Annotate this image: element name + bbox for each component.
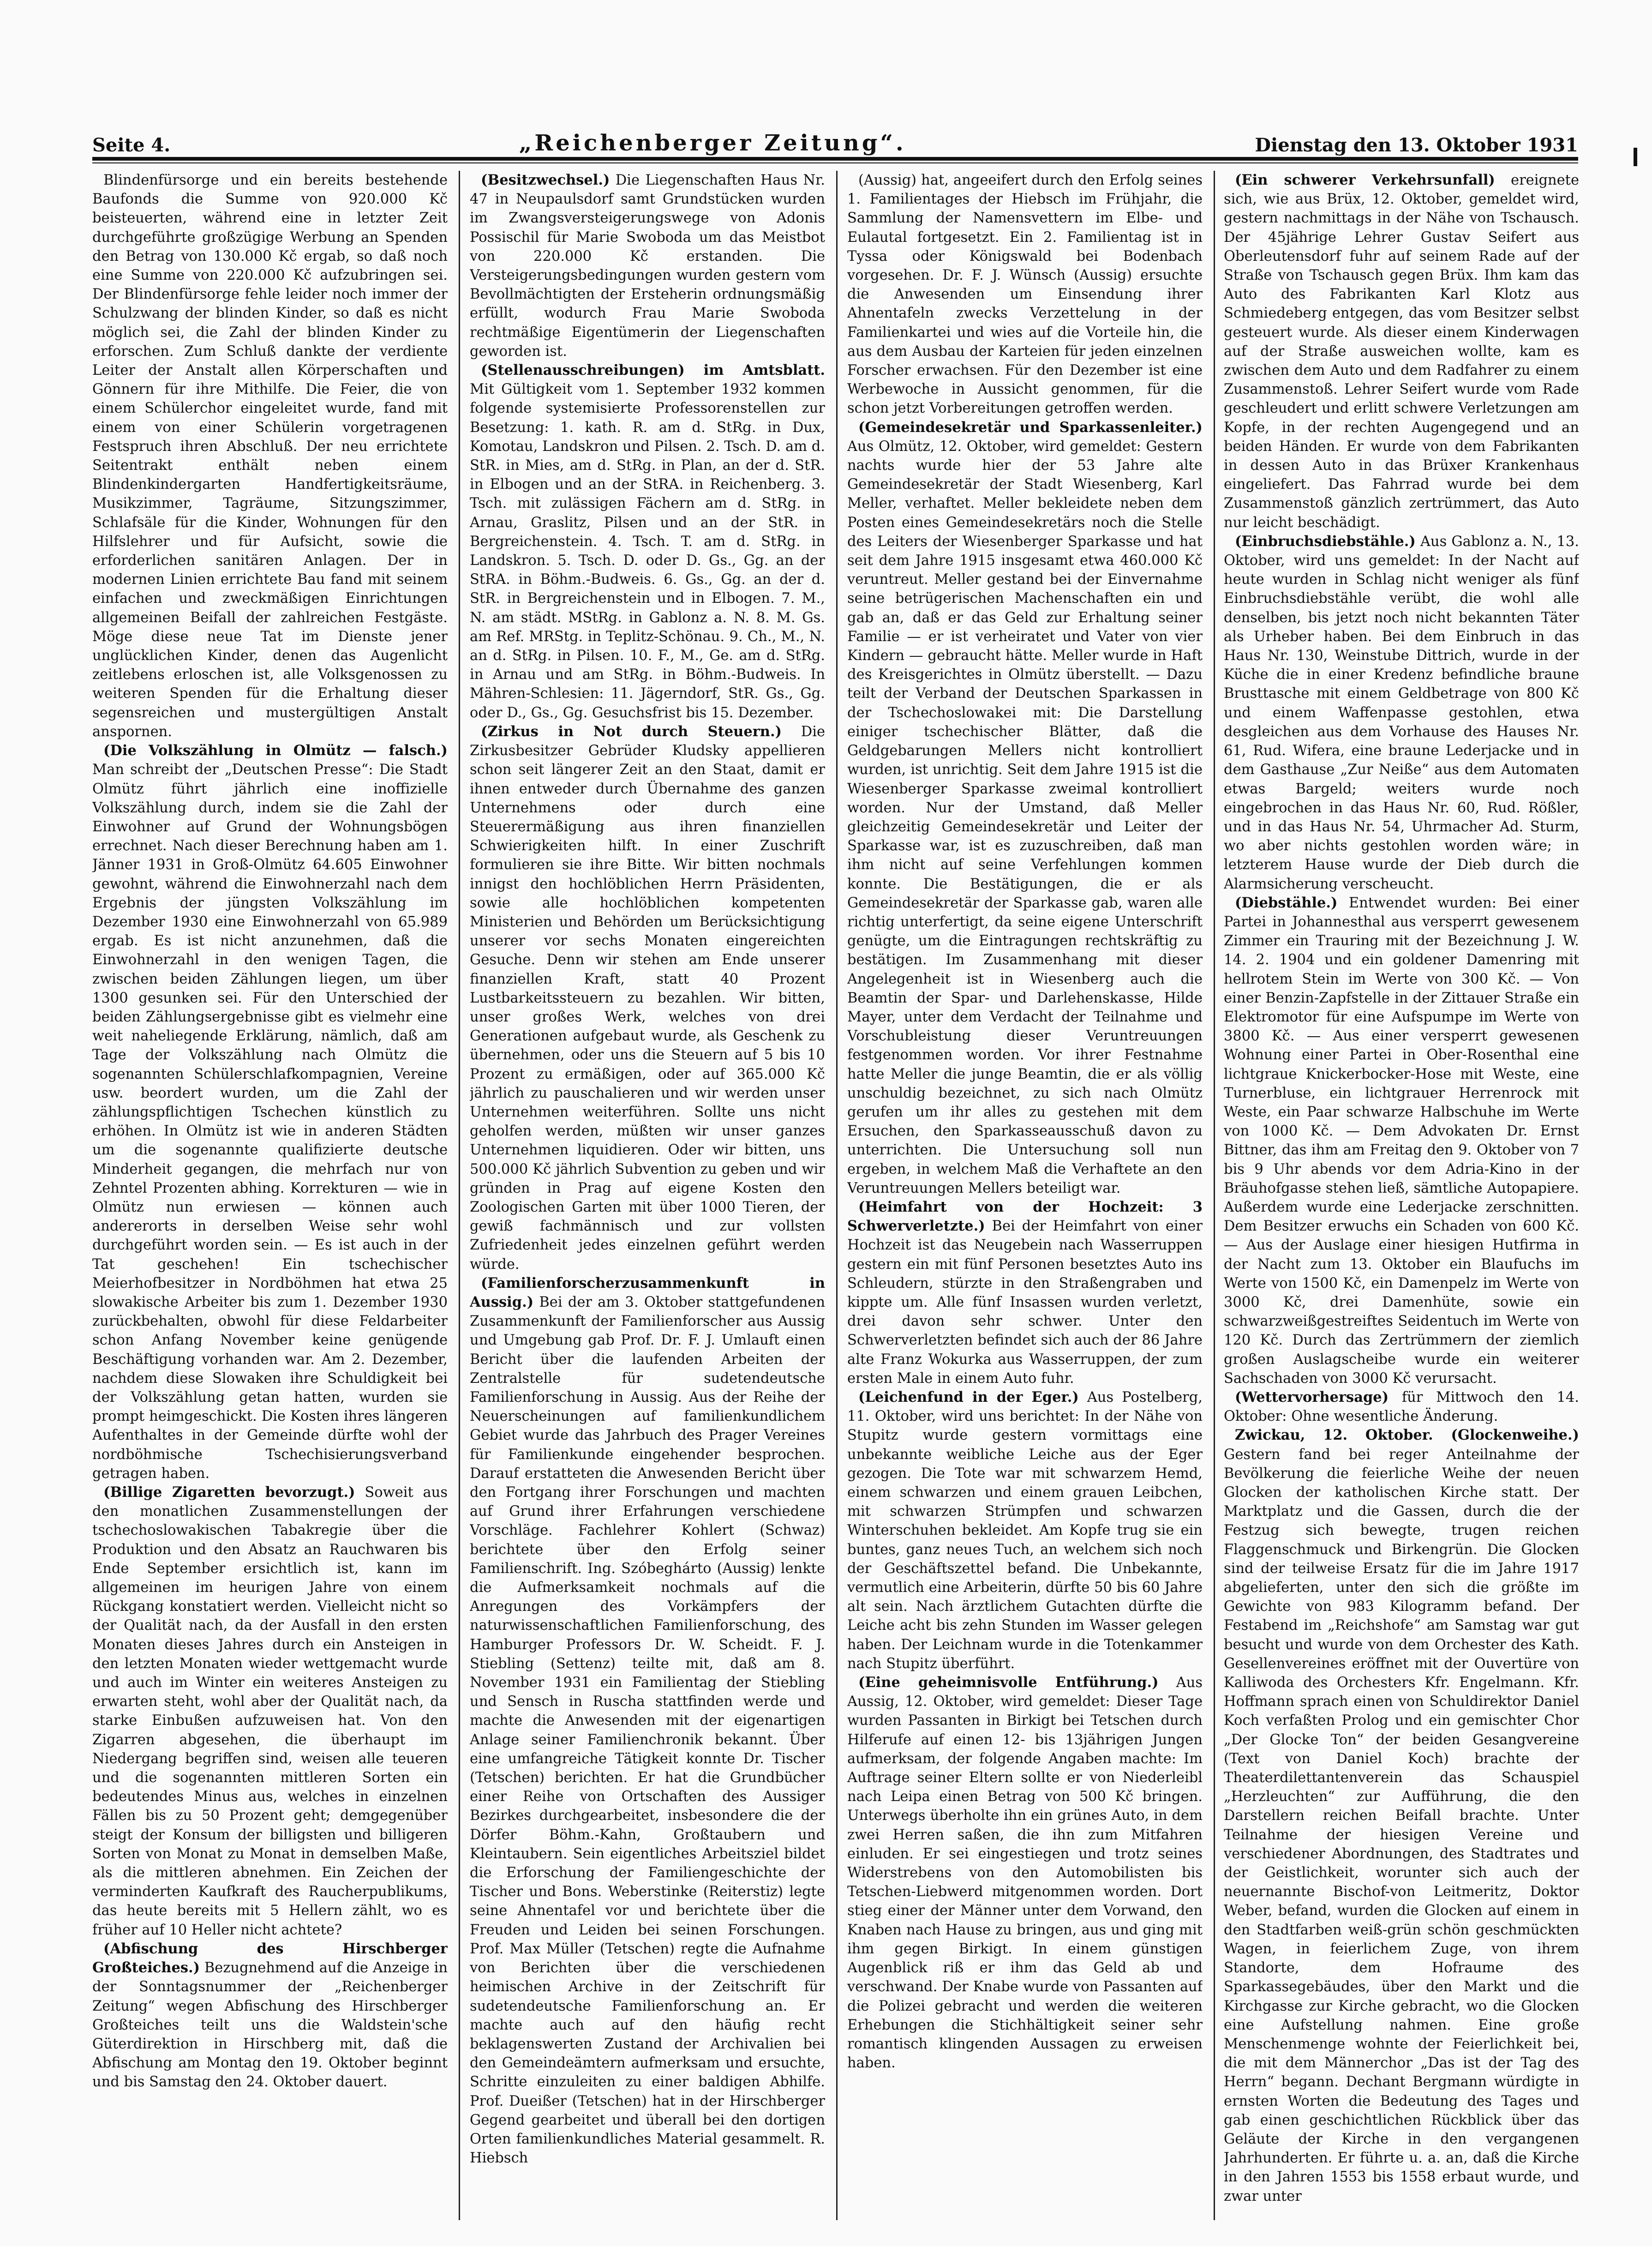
article-paragraph <box>1224 171 1579 532</box>
article-paragraph <box>1224 532 1579 894</box>
header-rule <box>92 157 1578 161</box>
article-paragraph <box>92 1483 448 1940</box>
article-paragraph <box>470 171 825 361</box>
column-2 <box>470 171 825 2220</box>
edge-mark <box>1634 148 1637 166</box>
article-paragraph <box>92 1940 448 2092</box>
article-heading: (Diebstähle.) <box>1235 894 1338 911</box>
column-3 <box>847 171 1203 2220</box>
article-paragraph <box>92 741 448 1483</box>
header-rule-thin <box>92 162 1578 163</box>
article-paragraph <box>470 722 825 1274</box>
article-text: ereignete sich, wie aus Brüx, 12. Oktober, gemeldet wird, gestern nachmittags in der Nähe von Tschausch. Der 45jährige Lehrer Gustav Seifert aus Oberleutensdorf fuhr auf seinem Rade auf der Straße von Tschausch gegen Brüx. Ihm kam das Auto des Fabrikanten Karl Klotz aus Schmiedeberg entgegen, das vom Besitzer selbst gesteuert wurde. Als dieser einem Kinderwagen auf der Straße ausweichen wollte, kam es zwischen dem Auto und dem Radfahrer zu einem Zusammenstoß. Lehrer Seifert wurde vom Rade geschleudert und erlitt schwere Verletzungen am Kopfe, in der rechten Augengegend und an beiden Händen. Er wurde von dem Fabrikanten in dessen Auto in das Brüxer Krankenhaus eingeliefert. Das Fahrrad wurde bei dem Zusammenstoß gänzlich zertrümmert, das Auto nur leicht beschädigt. <box>1224 172 1579 531</box>
column-divider-3 <box>1214 171 1215 2220</box>
article-heading: (Wettervorhersage) <box>1235 1389 1389 1405</box>
page-number: Seite 4. <box>92 134 171 156</box>
article-text: Bezugnehmend auf die Anzeige in der Sonntagsnummer der „Reichenberger Zeitung“ wegen Abfischung des Hirschberger Großteiches teilt uns die Waldstein'sche Güterdirektion in Hirschberg mit, daß die Abfischung am Montag den 19. Oktober beginnt und bis Samstag den 24. Oktober dauert. <box>92 1960 448 2090</box>
article-text: Die Zirkusbesitzer Gebrüder Kludsky appellieren schon seit längerer Zeit an den Staat, damit er ihnen entweder durch Übernahme des ganzen Unternehmens oder durch eine Steuerermäßigung aus ihren finanziellen Schwierigkeiten hilft. In einer Zuschrift formulieren sie ihre Bitte. Wir bitten nochmals innigst den hochlöblichen Herrn Präsidenten, sowie alle hochlöblichen kompetenten Ministerien und Behörden um Berücksichtigung unserer vor sechs Monaten eingereichten Gesuche. Denn wir stehen am Ende unserer finanziellen Kraft, statt 40 Prozent Lustbarkeitssteuern zu bezahlen. Wir bitten, unser großes Werk, welches von drei Generationen aufgebaut wurde, als Geschenk zu übernehmen, oder uns die Steuern auf 5 bis 10 Prozent zu ermäßigen, oder auf 365.000 Kč jährlich zu pauschalieren und wir werden unser Unternehmen weiterführen. Sollte uns nicht geholfen werden, müßten wir unser ganzes Unternehmen liquidieren. Oder wir bitten, uns 500.000 Kč jährlich Subvention zu geben und wir gründen in Prag auf eigene Kosten den Zoologischen Garten mit über 1000 Tieren, der gewiß fachmännisch und zur vollsten Zufriedenheit jedes einzelnen geführt werden würde. <box>470 723 825 1273</box>
column-1 <box>92 171 448 2220</box>
article-paragraph <box>847 1673 1203 2072</box>
article-text: Aus Olmütz, 12. Oktober, wird gemeldet: Gestern nachts wurde hier der 53 Jahre alte Gemeindesekretär der Stadt Wiesenberg, Karl Meller, verhaftet. Meller bekleidete neben dem Posten eines Gemeindesekretärs noch die Stelle des Leiters der Wiesenberger Sparkasse und hat seit dem Jahre 1915 insgesamt etwa 460.000 Kč veruntreut. Meller gestand bei der Einvernahme seine betrügerischen Machenschaften ein und gab an, daß er das Geld zur Erhaltung seiner Familie — er ist verheiratet und Vater von vier Kindern — gebraucht hätte. Meller wurde in Haft des Kreisgerichtes in Olmütz überstellt. — Dazu teilt der Verband der Deutschen Sparkassen in der Tschechoslowakei mit: Die Darstellung einiger tschechischer Blätter, daß die Geldgebarungen Mellers nicht kontrolliert wurden, ist unrichtig. Seit dem Jahre 1915 ist die Wiesenberger Sparkasse zweimal kontrolliert worden. Nur der Umstand, daß Meller gleichzeitig Gemeindesekretär und Leiter der Sparkasse war, ist es zuzuschreiben, daß man ihm nicht auf seine Verfehlungen kommen konnte. Die Bestätigungen, die er als Gemeindesekretär der Sparkasse gab, waren alle richtig unterfertigt, da seine eigene Unterschrift genügte, um die Eintragungen rechtskräftig zu bestätigen. Im Zusammenhang mit dieser Angelegenheit ist in Wiesenberg auch die Beamtin der Spar- und Darlehenskasse, Hilde Mayer, unter dem Verdacht der Teilnahme und Vorschubleistung dieser Veruntreuungen festgenommen worden. Vor ihrer Festnahme hatte Meller die junge Beamtin, die er als völlig unschuldig bezeichnet, zu sich nach Olmütz gerufen um ihr alles zu gestehen mit dem Ersuchen, den Sparkasseausschuß davon zu unterrichten. Die Untersuchung soll nun ergeben, in welchem Maß die Verhaftete an den Veruntreuungen Mellers beteiligt war. <box>847 438 1203 1196</box>
article-text: Entwendet wurden: Bei einer Partei in Johannesthal aus versperrt gewesenem Zimmer ein Trauring mit der Bezeichnung J. W. 14. 2. 1904 und ein goldener Damenring mit hellrotem Stein im Werte von 300 Kč. — Von einer Benzin-Zapfstelle in der Zittauer Straße ein Elektromotor für eine Aufspumpe im Werte von 3800 Kč. — Aus einer versperrt gewesenen Wohnung einer Partei in Ober-Rosenthal eine lichtgraue Knickerbocker-Hose mit Weste, eine Turnerbluse, ein lichtgrauer Herrenrock mit Weste, ein Paar schwarze Halbschuhe im Werte von 1000 Kč. — Dem Advokaten Dr. Ernst Bittner, das ihm am Freitag den 9. Oktober von 7 bis 9 Uhr abends vor dem Adria-Kino in der Bräuhofgasse stehen ließ, sämtliche Autopapiere. Außerdem wurde eine Lederjacke zerschnitten. Dem Besitzer erwuchs ein Schaden von 600 Kč. — Aus der Auslage einer hiesigen Hutfirma in der Nacht zum 13. Oktober ein Blaufuchs im Werte von 1500 Kč, ein Damenpelz im Werte von 3000 Kč, drei Damenhüte, sowie ein schwarzweißgestreiftes Seidentuch im Werte von 120 Kč. Durch das Zertrümmern der ziemlich großen Auslagscheibe wurde ein weiterer Sachschaden von 3000 Kč verursacht. <box>1224 895 1579 1387</box>
article-paragraph <box>847 1198 1203 1388</box>
article-columns <box>92 171 1578 2220</box>
column-divider-1 <box>459 171 460 2220</box>
article-text: Die Liegenschaften Haus Nr. 47 in Neupaulsdorf samt Grundstücken wurden im Zwangsversteigerungswege von Adonis Possischil für Marie Swoboda um das Meistbot von 220.000 Kč erstanden. Die Versteigerungsbedingungen wurden gestern vom Bevollmächtigten der Ersteherin ordnungsmäßig erfüllt, wodurch Frau Marie Swoboda rechtmäßige Eigentümerin der Liegenschaften geworden ist. <box>470 172 825 360</box>
article-heading: (Abfischung des Hirschberger Großteiches.) <box>92 1940 448 1976</box>
article-paragraph <box>847 1388 1203 1673</box>
article-text: Blindenfürsorge und ein bereits bestehende Baufonds die Summe von 920.000 Kč beisteuerten, während eine in letzter Zeit durchgeführte großzügige Werbung an Spenden den Betrag von 130.000 Kč ergab, so daß noch eine Summe von 220.000 Kč aufzubringen sei. Der Blindenfürsorge fehle leider noch immer der Schulzwang der blinden Kinder, so daß es nicht möglich sei, die Zahl der blinden Kinder zu erforschen. Zum Schluß dankte der verdiente Leiter der Anstalt allen Körperschaften und Gönnern für ihre Mithilfe. Die Feier, die von einem Schülerchor eingeleitet wurde, fand mit einem von einer Schülerin vorgetragenen Festspruch ihren Abschluß. Der neu errichtete Seitentrakt enthält neben einem Blindenkindergarten Handfertigkeitsräume, Musikzimmer, Tagräume, Sitzungszimmer, Schlafsäle für die Kinder, Wohnungen für den Hilfslehrer und für Aufsicht, sowie die erforderlichen sanitären Anlagen. Der in modernen Linien errichtete Bau fand mit seinem einfachen und zweckmäßigen Einrichtungen allgemeinen Beifall der zahlreichen Festgäste. Möge diese neue Tat im Dienste jener unglücklichen Kinder, denen das Augenlicht zeitlebens erloschen ist, alle Volksgenossen zu weiteren Spenden für die Erhaltung dieser segensreichen und mustergültigen Anstalt anspornen. <box>92 172 448 740</box>
article-paragraph <box>92 171 448 741</box>
article-heading: (Besitzwechsel.) <box>481 172 610 188</box>
article-heading: (Eine geheimnisvolle Entführung.) <box>858 1674 1159 1691</box>
article-paragraph <box>1224 1388 1579 1426</box>
article-paragraph <box>1224 1426 1579 2205</box>
article-text: Soweit aus den monatlichen Zusammenstellungen der tschechoslowakischen Tabakregie über die Produktion und den Absatz an Rauchwaren bis Ende September ersichtlich ist, kann im allgemeinen im heurigen Jahre von einem Rückgang konstatiert werden. Vielleicht nicht so der Qualität nach, da der Ausfall in den ersten Monaten dieses Jahres durch ein Ansteigen in den letzten Monaten wieder wettgemacht wurde und auch im Winter ein weiteres Ansteigen zu erwarten steht, wohl aber der Qualität nach, da starke Einbußen aufzuweisen hat. Von den Zigarren abgesehen, die überhaupt im Niedergang begriffen sind, weisen alle teueren und die sogenannten mittleren Sorten ein bedeutendes Minus aus, welches in einzelnen Fällen bis zu 50 Prozent geht; demgegenüber steigt der Konsum der billigsten und billigeren Sorten von Monat zu Monat in demselben Maße, als die mittleren abnehmen. Ein Zeichen der verminderten Kaufkraft des Raucherpublikums, das heute bereits mit 5 Hellern zählt, wo es früher auf 10 Heller nicht achtete? <box>92 1484 448 1938</box>
column-4 <box>1224 171 1579 2220</box>
article-text: Bei der am 3. Oktober stattgefundenen Zusammenkunft der Familienforscher aus Aussig und Umgebung gab Prof. Dr. F. J. Umlauft einen Bericht über die laufenden Arbeiten der Zentralstelle für sudetendeutsche Familienforschung in Aussig. Aus der Reihe der Neuerscheinungen auf familienkundlichem Gebiet wurde das Jahrbuch des Prager Vereines für Familienkunde eingehender besprochen. Darauf erstatteten die Anwesenden Bericht über den Fortgang ihrer Forschungen und machten auf Grund ihrer Erfahrungen verschiedene Vorschläge. Fachlehrer Kohlert (Schwaz) berichtete über den Erfolg seiner Familienschrift. Ing. Szóbeghárto (Aussig) lenkte die Aufmerksamkeit nochmals auf die Anregungen des Vorkämpfers der naturwissenschaftlichen Familienforschung, des Hamburger Professors Dr. W. Scheidt. F. J. Stiebling (Settenz) teilte mit, daß am 8. November 1931 ein Familientag der Stiebling und Sensch in Ruscha stattfinden werde und machte die Anwesenden mit der eigenartigen Anlage seiner Familienchronik bekannt. Über eine umfangreiche Tätigkeit konnte Dr. Tischer (Tetschen) berichten. Er hat die Grundbücher einer Reihe von Ortschaften des Aussiger Bezirkes durchgearbeitet, insbesondere die der Dörfer Böhm.-Kahn, Großtaubern und Kleintaubern. Sein eigentliches Arbeitsziel bildet die Erforschung der Familiengeschichte der Tischer und Bons. Weberstinke (Reiterstiz) legte seine Ahnentafel vor und berichtete über die Freuden und Leiden bei seinen Forschungen. Prof. Max Müller (Tetschen) regte die Aufnahme von Berichten über die verschiedenen heimischen Archive in der Zeitschrift für sudetendeutsche Familienforschung an. Er machte auch auf den häufig recht beklagenswerten Zustand der Archivalien bei den Gemeindeämtern aufmerksam und ersuchte, Schritte einzuleiten zu einer baldigen Abhilfe. Prof. Dueißer (Tetschen) hat in der Hirschberger Gegend gearbeitet und überall bei den dortigen Orten familienkundliches Material gesammelt. R. Hiebsch <box>470 1294 825 2167</box>
article-paragraph <box>847 171 1203 418</box>
article-text: Mit Gültigkeit vom 1. September 1932 kommen folgende systemisierte Professorenstellen zur Besetzung: 1. kath. R. am d. StRg. in Dux, Komotau, Landskron und Pilsen. 2. Tsch. D. am d. StR. in Mies, am d. StRg. in Plan, an der d. StR. in Elbogen und an der StRA. in Reichenberg. 3. Tsch. mit zulässigen Fächern am d. StRg. in Arnau, Graslitz, Pilsen und an der StR. in Bergreichenstein. 4. Tsch. T. am d. StRg. in Landskron. 5. Tsch. D. oder D. Gs., Gg. an der StRA. in Böhm.-Budweis. 6. Gs., Gg. an der d. StR. in Bergreichenstein und in Elbogen. 7. M., N. am städt. MStRg. in Gablonz a. N. 8. M. Gs. am Ref. MRStg. in Teplitz-Schönau. 9. Ch., M., N. an d. StRg. in Pilsen. 10. F., M., Ge. am d. StRg. in Arnau und am StRg. in Böhm.-Budweis. In Mähren-Schlesien: 11. Jägerndorf, StR. Gs., Gg. oder D., Gs., Gg. Gesuchsfrist bis 15. Dezember. <box>470 381 825 721</box>
issue-date: Dienstag den 13. Oktober 1931 <box>1255 134 1578 156</box>
article-heading: (Einbruchsdiebstähle.) <box>1235 533 1416 550</box>
article-paragraph <box>847 418 1203 1198</box>
article-text: Aus Aussig, 12. Oktober, wird gemeldet: Dieser Tage wurden Passanten in Birkigt bei Tetschen durch Hilferufe auf einen 12- bis 13jährigen Jungen aufmerksam, der folgende Angaben machte: Im Auftrage seiner Eltern sollte er von Niederleibl nach Leipa einen Betrag von 500 Kč bringen. Unterwegs überholte ihn ein grünes Auto, in dem zwei Herren saßen, die ihn zum Mitfahren einluden. Er sei eingestiegen und trotz seines Widerstrebens von den Automobilisten bis Tetschen-Liebwerd mitgenommen worden. Dort stieg einer der Männer unter dem Vorwand, den Knaben nach Hause zu bringen, aus und ging mit ihm gegen Birkigt. In einem günstigen Augenblick riß er ihm das Geld ab und verschwand. Der Knabe wurde von Passanten auf die Polizei gebracht und werden die weiteren Erhebungen die Stichhältigkeit seiner sehr romantisch klingenden Aussagen zu erweisen haben. <box>847 1675 1203 2072</box>
article-heading: (Ein schwerer Verkehrsunfall) <box>1235 172 1495 188</box>
article-heading: (Heimfahrt von der Hochzeit: 3 Schwerverletzte.) <box>847 1198 1203 1235</box>
article-heading: (Billige Zigaretten bevorzugt.) <box>103 1484 355 1501</box>
article-heading: (Stellenausschreibungen) im Amtsblatt. <box>481 362 825 379</box>
column-divider-2 <box>836 171 838 2220</box>
article-paragraph <box>1224 894 1579 1388</box>
article-text: Man schreibt der „Deutschen Presse“: Die Stadt Olmütz führt jährlich eine inoffizielle Volkszählung durch, indem sie die Zahl der Einwohner auf Grund der Wohnungsbögen errechnet. Nach dieser Berechnung haben am 1. Jänner 1931 in Groß-Olmütz 64.605 Einwohner gewohnt, während die Einwohnerzahl nach dem Ergebnis der jüngsten Volkszählung im Dezember 1930 eine Einwohnerzahl von 65.989 ergab. Es ist nicht anzunehmen, daß die Einwohnerzahl in den wenigen Tagen, die zwischen beiden Zählungen liegen, um über 1300 gesunken sei. Für den Unterschied der beiden Zählungsergebnisse gibt es vielmehr eine weit naheliegende Erklärung, nämlich, daß am Tage der Volkszählung nach Olmütz die sogenannten Schülerschlafkompagnien, Vereine usw. beordert wurden, um die Zahl der zählungspflichtigen Tschechen künstlich zu erhöhen. In Olmütz ist wie in anderen Städten um die sogenannte qualifizierte deutsche Minderheit gegangen, die mehrfach nur von Zehntel Prozenten abhing. Korrekturen — wie in Olmütz nun erwiesen — können auch andererorts in derselben Weise sehr wohl durchgeführt worden sein. — Es ist auch in der Tat geschehen! Ein tschechischer Meierhofbesitzer in Nordböhmen hat etwa 25 slowakische Arbeiter bis zum 1. Dezember 1930 zurückbehalten, obwohl für diese Feldarbeiter schon Anfang November keine genügende Beschäftigung vorhanden war. Am 2. Dezember, nachdem diese Slowaken ihre Schuldigkeit bei der Volkszählung getan hatten, wurden sie prompt heimgeschickt. Die Kosten ihres längeren Aufenthaltes in der Gemeinde dürfte wohl der nordböhmische Tschechisierungsverband getragen haben. <box>92 762 448 1482</box>
article-paragraph <box>470 361 825 722</box>
page-header <box>92 119 1578 156</box>
article-text: Bei der Heimfahrt von einer Hochzeit ist das Neugebein nach Wasserruppen gestern ein mit fünf Personen besetztes Auto ins Schleudern, stürzte in den Straßengraben und kippte um. Alle fünf Insassen wurden verletzt, drei davon sehr schwer. Unter den Schwerverletzten befindet sich auch der 86 Jahre alte Franz Wokurka aus Wasserruppen, der zum ersten Male in einem Auto fuhr. <box>847 1218 1203 1387</box>
article-heading: (Zirkus in Not durch Steuern.) <box>481 723 782 740</box>
article-text: Aus Gablonz a. N., 13. Oktober, wird uns gemeldet: In der Nacht auf heute wurden in Schlag nicht weniger als fünf Einbruchsdiebstähle verübt, die wohl alle denselben, bis jetzt noch nicht bekannten Täter als Urheber haben. Bei dem Einbruch in das Haus Nr. 130, Weinstube Dittrich, wurde in der Küche die in einer Kredenz befindliche braune Brusttasche mit einem Geldbetrage von 800 Kč und einem Waffenpasse gestohlen, etwa desgleichen aus dem Vorhause des Hauses Nr. 61, Rud. Wifera, eine braune Lederjacke und in dem Gasthause „Zur Neiße“ aus dem Automaten etwas Bargeld; weiters wurde noch eingebrochen in das Haus Nr. 60, Rud. Rößler, und in das Haus Nr. 54, Uhrmacher Ad. Sturm, wo aber nichts gestohlen worden wäre; in letzterem Hause wurde der Dieb durch die Alarmsicherung verscheucht. <box>1224 533 1579 892</box>
article-text: (Aussig) hat, angeeifert durch den Erfolg seines 1. Familientages der Hiebsch im Frühjahr, die Sammlung der Namensvettern im Elbe- und Eulautal fortgesetzt. Ein 2. Familientag ist in Tyssa oder Königswald bei Bodenbach vorgesehen. Dr. F. J. Wünsch (Aussig) ersuchte die Anwesenden um Einsendung ihrer Ahnentafeln zwecks Verzettelung in der Familienkartei und wies auf die Vorteile hin, die aus dem Ausbau der Karteien für jeden einzelnen Forscher erwachsen. Für den Dezember ist eine Werbewoche in Aussicht genommen, für die schon jetzt Vorbereitungen getroffen werden. <box>847 172 1203 417</box>
article-heading: (Leichenfund in der Eger.) <box>858 1389 1079 1405</box>
article-text: für Mittwoch den 14. Oktober: Ohne wesentliche Änderung. <box>1224 1389 1579 1425</box>
article-heading: (Gemeindesekretär und Sparkassenleiter.) <box>858 419 1203 436</box>
newspaper-title: „Reichenberger Zeitung“. <box>519 130 906 156</box>
article-heading: Zwickau, 12. Oktober. (Glockenweihe.) <box>1235 1427 1579 1444</box>
article-text: Gestern fand bei reger Anteilnahme der Bevölkerung die feierliche Weihe der neuen Glocken der katholischen Kirche statt. Der Marktplatz und die Gassen, durch die der Festzug sich bewegte, trugen reichen Flaggenschmuck und Birkengrün. Die Glocken sind der teilweise Ersatz für die im Jahre 1917 abgelieferten, unter den sich die größte im Gewichte von 983 Kilogramm befand. Der Festabend im „Reichshofe“ am Samstag war gut besucht und wurde von dem Orchester des Kath. Gesellenvereines eröffnet mit der Ouvertüre von Kalliwoda des Orchesters Kfr. Engelmann. Kfr. Hoffmann sprach einen von Schuldirektor Daniel Koch verfaßten Prolog und ein gemischter Chor „Der Glocke Ton“ der beiden Gesangvereine (Text von Daniel Koch) brachte der Theaterdilettantenverein das Schauspiel „Herzleuchten“ zur Aufführung, die den Darstellern reichen Beifall brachte. Unter Teilnahme der hiesigen Vereine und verschiedener Abordnungen, des Stadtrates und der Geistlichkeit, worunter sich auch der neuernannte Bischof-von Leitmeritz, Doktor Weber, befand, wurden die Glocken auf einem in den Stadtfarben weiß-grün schön geschmückten Wagen, in feierlichem Zuge, von ihrem Standorte, dem Hofraume des Sparkassegebäudes, über den Markt und die Kirchgasse zur Kirche gebracht, wo die Glocken eine Aufstellung nahmen. Eine große Menschenmenge wohnte der Feierlichkeit bei, die mit dem Männerchor „Das ist der Tag des Herrn“ begann. Dechant Bergmann würdigte in ernsten Worten die Bedeutung des Tages und gab einen geschichtlichen Rückblick über das Geläute der Kirche in den vergangenen Jahrhunderten. Er führte u. a. an, daß die Kirche in den Jahren 1553 bis 1558 erbaut wurde, und zwar unter <box>1224 1446 1579 2204</box>
article-heading: (Die Volkszählung in Olmütz — falsch.) <box>103 742 448 759</box>
article-paragraph <box>470 1274 825 2168</box>
article-heading: (Familienforscherzusammenkunft in Aussig.) <box>470 1274 825 1310</box>
article-text: Aus Postelberg, 11. Oktober, wird uns berichtet: In der Nähe von Stupitz wurde gestern vormittags eine unbekannte weibliche Leiche aus der Eger gezogen. Die Tote war mit schwarzem Hemd, einem schwarzen und einem grauen Leibchen, mit schwarzen Strümpfen und schwarzen Winterschuhen bekleidet. Am Kopfe trug sie ein buntes, ganz neues Tuch, an welchem sich noch der Geschäftszettel befand. Die Unbekannte, vermutlich eine Arbeiterin, dürfte 50 bis 60 Jahre alt sein. Nach ärztlichem Gutachten dürfte die Leiche acht bis zehn Stunden im Wasser gelegen haben. Der Leichnam wurde in die Totenkammer nach Stupitz überführt. <box>847 1389 1203 1672</box>
